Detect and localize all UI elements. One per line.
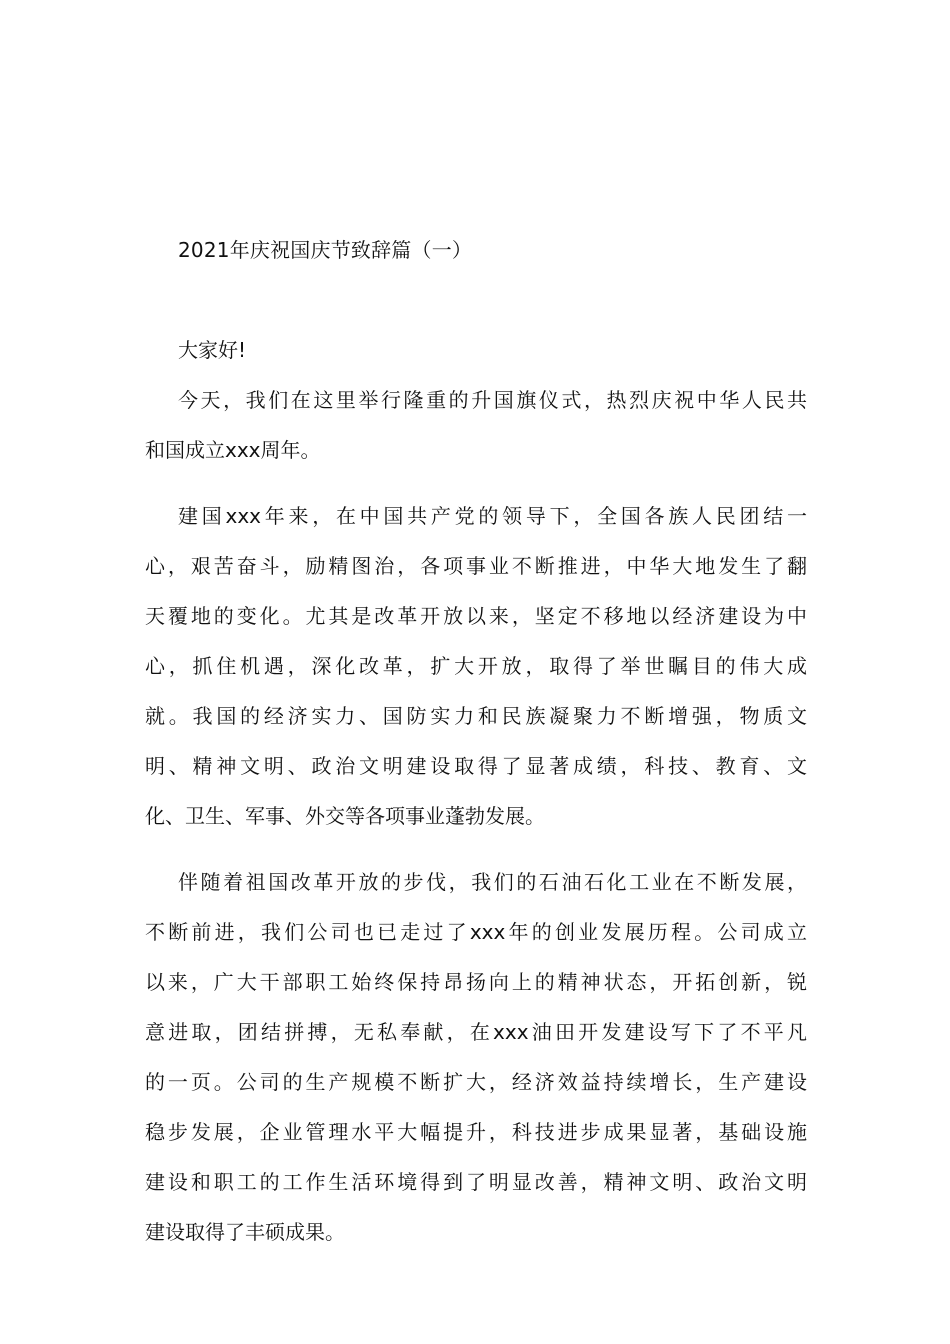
- paragraph-line: 就。我国的经济实力、国防实力和民族凝聚力不断增强，物质文: [145, 704, 807, 728]
- paragraph-line: 化、卫生、军事、外交等各项事业蓬勃发展。: [145, 804, 545, 828]
- paragraph-line: 不断前进，我们公司也已走过了xxx年的创业发展历程。公司成立: [145, 920, 807, 944]
- paragraph-3: [145, 865, 807, 1265]
- paragraph-line: 今天，我们在这里举行隆重的升国旗仪式，热烈庆祝中华人民共: [178, 388, 807, 412]
- paragraph-line: 建设和职工的工作生活环境得到了明显改善，精神文明、政治文明: [145, 1170, 807, 1194]
- paragraph-line: 明、精神文明、政治文明建设取得了显著成绩，科技、教育、文: [145, 754, 807, 778]
- paragraph-line: 和国成立xxx周年。: [145, 438, 321, 462]
- document-body: [145, 233, 807, 1265]
- paragraph-line: 心，艰苦奋斗，励精图治，各项事业不断推进，中华大地发生了翻: [145, 554, 807, 578]
- paragraph-line: 伴随着祖国改革开放的步伐，我们的石油石化工业在不断发展，: [178, 870, 807, 894]
- document-title: 2021年庆祝国庆节致辞篇（一）: [178, 238, 473, 262]
- paragraph-1: [145, 383, 807, 483]
- paragraph-line: 建设取得了丰硕成果。: [145, 1220, 345, 1244]
- paragraph-line: 以来，广大干部职工始终保持昂扬向上的精神状态，开拓创新，锐: [145, 970, 807, 994]
- paragraph-line: 意进取，团结拼搏，无私奉献，在xxx油田开发建设写下了不平凡: [145, 1020, 807, 1044]
- greeting: 大家好!: [178, 338, 247, 362]
- paragraph-line: 心，抓住机遇，深化改革，扩大开放，取得了举世瞩目的伟大成: [145, 654, 807, 678]
- paragraph-line: 的一页。公司的生产规模不断扩大，经济效益持续增长，生产建设: [145, 1070, 807, 1094]
- paragraph-line: 稳步发展，企业管理水平大幅提升，科技进步成果显著，基础设施: [145, 1120, 807, 1144]
- paragraph-line: 天覆地的变化。尤其是改革开放以来，坚定不移地以经济建设为中: [145, 604, 807, 628]
- paragraph-2: [145, 499, 807, 849]
- paragraph-line: 建国xxx年来，在中国共产党的领导下，全国各族人民团结一: [178, 504, 807, 528]
